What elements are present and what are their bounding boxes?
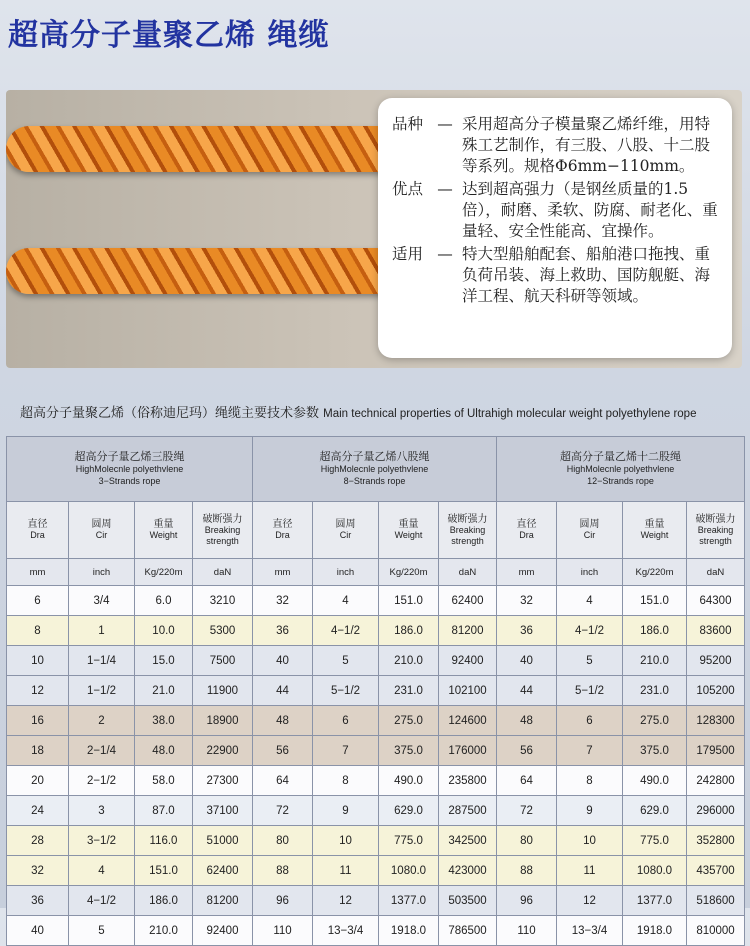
column-header-en: Weight — [394, 530, 423, 540]
info-key: 品种 — [392, 115, 424, 133]
table-cell: 11 — [313, 856, 379, 886]
table-cell: 56 — [253, 736, 313, 766]
column-header-cn: 重量 — [153, 519, 174, 530]
column-header — [379, 502, 439, 559]
table-cell: 32 — [253, 586, 313, 616]
unit-cell: mm — [253, 559, 313, 586]
table-cell: 5 — [557, 646, 623, 676]
table-subtitle-en: Main technical properties of Ultrahigh molecular weight polyethylene rope — [323, 408, 697, 420]
table-cell: 44 — [253, 676, 313, 706]
column-header-cn: 圆周 — [91, 519, 112, 530]
column-header — [687, 502, 745, 559]
table-cell: 287500 — [439, 796, 497, 826]
table-cell: 80 — [253, 826, 313, 856]
table-row — [7, 736, 745, 766]
table-cell: 2 — [69, 706, 135, 736]
table-cell: 3210 — [193, 586, 253, 616]
info-key: 优点 — [392, 180, 424, 198]
table-cell: 8 — [557, 766, 623, 796]
table-cell: 15.0 — [135, 646, 193, 676]
unit-cell: daN — [193, 559, 253, 586]
table-cell: 110 — [497, 916, 557, 946]
table-cell: 16 — [7, 706, 69, 736]
table-cell: 4−1/2 — [69, 886, 135, 916]
hero-banner — [6, 90, 742, 368]
table-cell: 5 — [69, 916, 135, 946]
group-header — [253, 437, 497, 502]
table-cell: 179500 — [687, 736, 745, 766]
info-dash: — — [437, 180, 453, 198]
spec-table — [6, 436, 745, 946]
table-cell: 81200 — [439, 616, 497, 646]
table-cell: 62400 — [193, 856, 253, 886]
table-cell: 36 — [497, 616, 557, 646]
table-cell: 40 — [7, 916, 69, 946]
column-header-en: Dra — [519, 530, 534, 540]
table-cell: 1918.0 — [623, 916, 687, 946]
table-cell: 27300 — [193, 766, 253, 796]
group-header-cn: 超高分子量乙烯三股绳 — [74, 451, 185, 463]
group-header-strands: 12−Strands rope — [587, 476, 654, 486]
column-header-cn: 破断强力 — [695, 513, 736, 525]
column-header — [135, 502, 193, 559]
table-cell: 5 — [313, 646, 379, 676]
table-cell: 4−1/2 — [313, 616, 379, 646]
table-cell: 352800 — [687, 826, 745, 856]
column-header-cn: 直径 — [272, 519, 293, 530]
table-cell: 490.0 — [623, 766, 687, 796]
column-header — [253, 502, 313, 559]
column-header-en: Dra — [30, 530, 45, 540]
table-row — [7, 766, 745, 796]
table-cell: 810000 — [687, 916, 745, 946]
table-cell: 44 — [497, 676, 557, 706]
table-cell: 1 — [69, 616, 135, 646]
table-row — [7, 916, 745, 946]
table-cell: 81200 — [193, 886, 253, 916]
column-header — [69, 502, 135, 559]
table-cell: 36 — [253, 616, 313, 646]
unit-cell: mm — [497, 559, 557, 586]
info-row — [392, 244, 722, 307]
table-cell: 11 — [557, 856, 623, 886]
column-header-en: Breaking strength — [449, 524, 486, 546]
table-cell: 231.0 — [623, 676, 687, 706]
table-row — [7, 586, 745, 616]
table-cell: 32 — [7, 856, 69, 886]
table-subtitle-cn: 超高分子量聚乙烯（俗称迪尼玛）绳缆主要技术参数 — [20, 406, 320, 421]
table-cell: 235800 — [439, 766, 497, 796]
column-header-cn: 重量 — [644, 519, 665, 530]
group-header-row — [7, 437, 745, 502]
column-header-en: Weight — [640, 530, 669, 540]
table-cell: 64300 — [687, 586, 745, 616]
table-cell: 62400 — [439, 586, 497, 616]
table-cell: 7 — [557, 736, 623, 766]
unit-cell: inch — [313, 559, 379, 586]
group-header-strands: 8−Strands rope — [343, 476, 406, 486]
rope-photo-lower — [6, 248, 426, 294]
column-header — [193, 502, 253, 559]
table-cell: 92400 — [439, 646, 497, 676]
table-cell: 3 — [69, 796, 135, 826]
table-cell: 1918.0 — [379, 916, 439, 946]
table-cell: 775.0 — [623, 826, 687, 856]
column-header-cn: 破断强力 — [447, 513, 488, 525]
table-cell: 21.0 — [135, 676, 193, 706]
unit-cell: Kg/220m — [623, 559, 687, 586]
table-cell: 296000 — [687, 796, 745, 826]
table-cell: 275.0 — [379, 706, 439, 736]
table-cell: 629.0 — [379, 796, 439, 826]
column-header-en: Cir — [339, 530, 352, 540]
table-cell: 24 — [7, 796, 69, 826]
table-cell: 5300 — [193, 616, 253, 646]
table-row — [7, 676, 745, 706]
table-cell: 9 — [557, 796, 623, 826]
table-cell: 3−1/2 — [69, 826, 135, 856]
table-cell: 40 — [497, 646, 557, 676]
info-row — [392, 114, 722, 177]
group-header-en: HighMolecnle polyethvlene — [566, 464, 675, 474]
column-header-en: Breaking strength — [697, 524, 734, 546]
table-cell: 210.0 — [379, 646, 439, 676]
table-cell: 9 — [313, 796, 379, 826]
table-cell: 1−1/4 — [69, 646, 135, 676]
column-header — [557, 502, 623, 559]
table-cell: 95200 — [687, 646, 745, 676]
table-cell: 151.0 — [135, 856, 193, 886]
table-cell: 10 — [557, 826, 623, 856]
table-cell: 105200 — [687, 676, 745, 706]
table-cell: 242800 — [687, 766, 745, 796]
table-cell: 1080.0 — [623, 856, 687, 886]
column-header-cn: 直径 — [516, 519, 537, 530]
table-cell: 342500 — [439, 826, 497, 856]
table-cell: 151.0 — [379, 586, 439, 616]
unit-cell: inch — [69, 559, 135, 586]
table-cell: 186.0 — [379, 616, 439, 646]
table-cell: 375.0 — [623, 736, 687, 766]
table-cell: 13−3/4 — [313, 916, 379, 946]
group-header — [7, 437, 253, 502]
column-header-en: Cir — [95, 530, 108, 540]
column-header — [497, 502, 557, 559]
unit-cell: mm — [7, 559, 69, 586]
table-cell: 186.0 — [135, 886, 193, 916]
table-cell: 4 — [313, 586, 379, 616]
table-cell: 6 — [313, 706, 379, 736]
group-header-cn: 超高分子量乙烯八股绳 — [319, 451, 430, 463]
table-row — [7, 796, 745, 826]
table-row — [7, 886, 745, 916]
column-header-en: Weight — [149, 530, 178, 540]
unit-cell: Kg/220m — [379, 559, 439, 586]
table-cell: 10 — [313, 826, 379, 856]
info-panel — [378, 98, 732, 358]
table-cell: 38.0 — [135, 706, 193, 736]
info-key: 适用 — [392, 245, 424, 263]
table-cell: 7 — [313, 736, 379, 766]
table-cell: 48 — [253, 706, 313, 736]
column-header — [439, 502, 497, 559]
table-cell: 48 — [497, 706, 557, 736]
info-text: 达到超高强力（是钢丝质量的1.5倍），耐磨、柔软、防腐、耐老化、重量轻、安全性能高、宜操作。 — [462, 180, 718, 240]
column-header — [7, 502, 69, 559]
group-header-en: HighMolecnle polyethvlene — [75, 464, 184, 474]
unit-cell: inch — [557, 559, 623, 586]
table-cell: 435700 — [687, 856, 745, 886]
table-cell: 18 — [7, 736, 69, 766]
table-cell: 87.0 — [135, 796, 193, 826]
page-title: 超高分子量聚乙烯 绳缆 — [8, 18, 330, 53]
table-cell: 8 — [313, 766, 379, 796]
table-cell: 518600 — [687, 886, 745, 916]
table-cell: 124600 — [439, 706, 497, 736]
table-cell: 210.0 — [135, 916, 193, 946]
table-cell: 1377.0 — [623, 886, 687, 916]
table-cell: 80 — [497, 826, 557, 856]
table-cell: 102100 — [439, 676, 497, 706]
table-cell: 6 — [7, 586, 69, 616]
table-cell: 11900 — [193, 676, 253, 706]
table-row — [7, 616, 745, 646]
table-cell: 8 — [7, 616, 69, 646]
table-cell: 72 — [253, 796, 313, 826]
table-cell: 151.0 — [623, 586, 687, 616]
table-cell: 423000 — [439, 856, 497, 886]
table-cell: 83600 — [687, 616, 745, 646]
table-cell: 110 — [253, 916, 313, 946]
column-header-cn: 圆周 — [579, 519, 600, 530]
table-cell: 10 — [7, 646, 69, 676]
table-subtitle — [20, 402, 696, 421]
column-header-en: Breaking strength — [204, 524, 241, 546]
table-cell: 12 — [7, 676, 69, 706]
unit-cell: daN — [439, 559, 497, 586]
info-row — [392, 179, 722, 242]
table-cell: 96 — [497, 886, 557, 916]
table-cell: 28 — [7, 826, 69, 856]
table-cell: 1080.0 — [379, 856, 439, 886]
table-cell: 32 — [497, 586, 557, 616]
table-row — [7, 706, 745, 736]
group-header-cn: 超高分子量乙烯十二股绳 — [560, 451, 681, 463]
table-cell: 4 — [557, 586, 623, 616]
table-cell: 12 — [313, 886, 379, 916]
column-header-cn: 破断强力 — [202, 513, 243, 525]
table-cell: 375.0 — [379, 736, 439, 766]
table-cell: 64 — [497, 766, 557, 796]
column-header — [623, 502, 687, 559]
table-cell: 2−1/2 — [69, 766, 135, 796]
info-text: 特大型船舶配套、船舶港口拖拽、重负荷吊装、海上救助、国防舰艇、海洋工程、航天科研等领域。 — [462, 245, 711, 305]
table-cell: 629.0 — [623, 796, 687, 826]
column-header-en: Dra — [275, 530, 290, 540]
table-cell: 3/4 — [69, 586, 135, 616]
table-cell: 22900 — [193, 736, 253, 766]
table-cell: 275.0 — [623, 706, 687, 736]
table-cell: 786500 — [439, 916, 497, 946]
column-header-en: Cir — [583, 530, 596, 540]
table-cell: 64 — [253, 766, 313, 796]
table-cell: 10.0 — [135, 616, 193, 646]
table-cell: 2−1/4 — [69, 736, 135, 766]
table-cell: 20 — [7, 766, 69, 796]
table-cell: 1−1/2 — [69, 676, 135, 706]
column-header-row — [7, 502, 745, 559]
table-cell: 6 — [557, 706, 623, 736]
table-cell: 116.0 — [135, 826, 193, 856]
unit-cell: Kg/220m — [135, 559, 193, 586]
table-cell: 72 — [497, 796, 557, 826]
table-cell: 5−1/2 — [557, 676, 623, 706]
group-header-en: HighMolecnle polyethvlene — [320, 464, 429, 474]
table-cell: 37100 — [193, 796, 253, 826]
table-cell: 18900 — [193, 706, 253, 736]
table-cell: 490.0 — [379, 766, 439, 796]
table-cell: 13−3/4 — [557, 916, 623, 946]
info-dash: — — [437, 115, 453, 133]
table-cell: 56 — [497, 736, 557, 766]
rope-photo-upper — [6, 126, 426, 172]
column-header-cn: 圆周 — [335, 519, 356, 530]
group-header-strands: 3−Strands rope — [98, 476, 161, 486]
info-text: 采用超高分子模量聚乙烯纤维，用特殊工艺制作，有三股、八股、十二股等系列。规格Φ6mm−110mm。 — [462, 115, 711, 175]
table-cell: 176000 — [439, 736, 497, 766]
table-cell: 51000 — [193, 826, 253, 856]
table-cell: 96 — [253, 886, 313, 916]
table-cell: 7500 — [193, 646, 253, 676]
table-cell: 88 — [497, 856, 557, 886]
unit-cell: daN — [687, 559, 745, 586]
column-header-cn: 直径 — [27, 519, 48, 530]
table-cell: 775.0 — [379, 826, 439, 856]
table-cell: 88 — [253, 856, 313, 886]
table-cell: 210.0 — [623, 646, 687, 676]
table-cell: 36 — [7, 886, 69, 916]
table-cell: 4 — [69, 856, 135, 886]
table-cell: 503500 — [439, 886, 497, 916]
table-cell: 1377.0 — [379, 886, 439, 916]
table-cell: 4−1/2 — [557, 616, 623, 646]
table-row — [7, 856, 745, 886]
table-cell: 231.0 — [379, 676, 439, 706]
table-cell: 58.0 — [135, 766, 193, 796]
table-row — [7, 646, 745, 676]
table-cell: 6.0 — [135, 586, 193, 616]
table-cell: 48.0 — [135, 736, 193, 766]
unit-row — [7, 559, 745, 586]
column-header — [313, 502, 379, 559]
table-cell: 128300 — [687, 706, 745, 736]
group-header — [497, 437, 745, 502]
table-cell: 5−1/2 — [313, 676, 379, 706]
column-header-cn: 重量 — [398, 519, 419, 530]
table-cell: 92400 — [193, 916, 253, 946]
table-cell: 186.0 — [623, 616, 687, 646]
table-row — [7, 826, 745, 856]
table-cell: 12 — [557, 886, 623, 916]
info-dash: — — [437, 245, 453, 263]
table-cell: 40 — [253, 646, 313, 676]
